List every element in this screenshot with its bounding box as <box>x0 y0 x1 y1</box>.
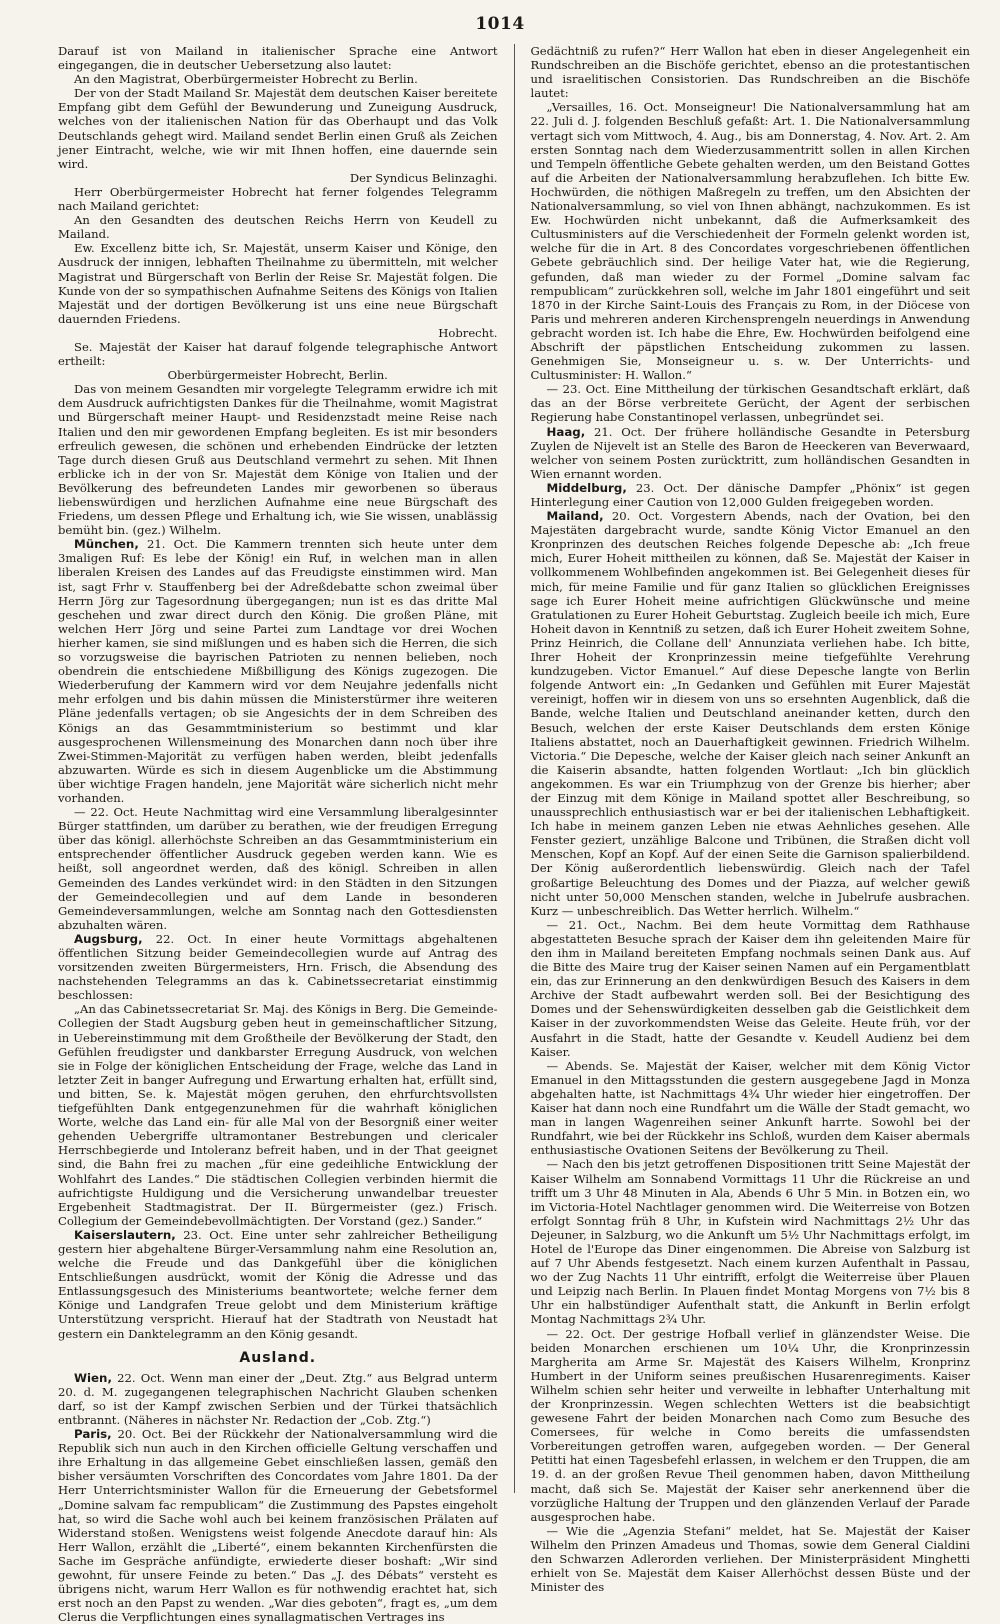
paragraph-text: — Abends. Se. Majestät der Kaiser, welcher mit dem König Victor Emanuel in den Mittagsstunden die gestern ausgegebene Jagd in Monza abgehalten hatte, ist Nachmittags 4¾ Uhr wieder hier eingetroffen. Der Kaiser hat dann noch eine Rundfahrt um die Wälle der Stadt gemacht, wo man in langen Wagenreihen seiner Ankunft harrte. Sowohl bei der Rundfahrt, wie bei der Rückkehr ins Schloß, wurden dem Kaiser abermals enthusiastische Ovationen Seitens der Bevölkerung zu Theil. <box>530 1058 970 1158</box>
article-paragraph <box>531 382 971 424</box>
paragraph-text: Herr Oberbürgermeister Hobrecht hat ferner folgendes Telegramm nach Mailand gerichtet: <box>58 184 498 214</box>
dateline-place: Wien, <box>74 1370 112 1385</box>
paragraph-text: „Versailles, 16. Oct. Monseigneur! Die Nationalversammlung hat am 22. Juli d. J. folgenden Beschluß gefaßt: Art. 1. Die Nationalversammlung vertagt sich vom Mittwoch, 4. Aug., bis am Donnerstag, 4. Nov. Art. 2. Am ersten Sonntag nach dem Wiederzusammentritt sollen in allen Kirchen und Tempeln öffentliche Gebete gehalten werden, um den Beistand Gottes auf die Arbeiten der Nationalversammlung herabzuflehen. Ich bitte Ew. Hochwürden, die nöthigen Maßregeln zu treffen, um den Absichten der Nationalversammlung, so viel von Ihnen abhängt, nachzukommen. Es ist Ew. Hochwürden nicht unbekannt, daß die Aufmerksamkeit des Cultusministers auf die Verschiedenheit der Formeln gelenkt worden ist, welche für die in Art. 8 des Concordates vorgeschriebenen öffentlichen Gebete gebräuchlich sind. Der heilige Vater hat, wie die Regierung, gefunden, daß man wieder zu der Formel „Domine salvam fac rempublicam“ zurückkehren soll, welche im Jahr 1801 eingeführt und seit 1870 in der Kirche Saint-Louis des Français zu Rom, in der Diöcese von Paris und mehreren anderen Kirchensprengeln neuerdings in Anwendung gebracht worden ist. Ich habe die Ehre, Ew. Hochwürden beifolgend eine Abschrift der päpstlichen Entscheidung zukommen zu lassen. Genehmigen Sie, Monseigneur u. s. w. Der Unterrichts- und Cultusminister: H. Wallon.“ <box>530 100 970 383</box>
paragraph-text: Hobrecht. <box>438 325 498 340</box>
paragraph-text: Ew. Excellenz bitte ich, Sr. Majestät, unserm Kaiser und Könige, den Ausdruck der innigen, lebhaften Theilnahme zu übermitteln, mit welcher Magistrat und Bürgerschaft von Berlin der Reise Sr. Majestät folgen. Die Kunde von der so sympathischen Aufnahme Seitens des Königs von Italien Majestät und der dortigen Bevölkerung ist uns eine neue Bürgschaft dauernden Friedens. <box>58 241 498 326</box>
paragraph-text: 22. Oct. In einer heute Vormittags abgehaltenen öffentlichen Sitzung beider Gemeindecollegien wurde auf Antrag des vorsitzenden zweiten Bürgermeisters, Hrn. Frisch, die Absendung des nachstehenden Telegramms an das k. Cabinetssecretariat einstimmig beschlossen: <box>58 931 498 1003</box>
paragraph-text: 22. Oct. Wenn man einer der „Deut. Ztg.“ aus Belgrad unterm 20. d. M. zugegangenen telegraphischen Nachricht Glauben schenken darf, so ist der Kampf zwischen Serbien und der Türkei thatsächlich entbrannt. (Näheres in nächster Nr. Redaction der „Cob. Ztg.“) <box>58 1370 498 1427</box>
left-column <box>58 44 498 1624</box>
article-paragraph <box>58 1427 498 1624</box>
article-paragraph <box>531 100 971 382</box>
dateline-place: Kaiserslautern, <box>74 1227 176 1242</box>
paragraph-text: — 21. Oct., Nachm. Bei dem heute Vormittag dem Rathhause abgestatteten Besuche sprach der Kaiser dem ihn geleitenden Maire für den ihm in Mailand bereiteten Empfang nochmals seinen Dank aus. Auf die Bitte des Maire trug der Kaiser seinen Namen auf ein Pergamentblatt ein, das zur Erinnerung an den denkwürdigen Besuch des Kaisers in dem Archive der Stadt aufbewahrt werden soll. Bei der Besichtigung des Domes und der Sehenswürdigkeiten desselben gab die Geistlichkeit dem Kaiser in der zuvorkommendsten Weise das Geleite. Heute früh, vor der Ausfahrt in die Stadt, hatte der Gesandte v. Keudell Audienz bei dem Kaiser. <box>530 917 970 1059</box>
paragraph-text: 23. Oct. Der dänische Dampfer „Phönix“ ist gegen Hinterlegung einer Caution von 12,000 Gulden freigegeben worden. <box>530 480 970 509</box>
article-paragraph <box>58 932 498 1002</box>
paragraph-text: 20. Oct. Bei der Rückkehr der Nationalversammlung wird die Republik sich nun auch in den Kirchen officielle Geltung verschaffen und ihre Erhaltung in das allgemeine Gebet einschließen lassen, gemäß den bisher versäumten Vorschriften des Concordates vom Jahre 1801. Da der Herr Unterrichtsminister Wallon für die Erneuerung der Gebetsformel „Domine salvam fac rempublicam“ die Zustimmung des Papstes eingeholt hat, so wird die Sache wohl auch bei keinem französischen Prälaten auf Widerstand stoßen. Wenigstens weist folgende Anecdote darauf hin: Als Herr Wallon, erzählt die „Liberté“, einem bekannten Kirchenfürsten die Sache im Gespräche anfündigte, erwiederte dieser boshaft: „Wir sind gewohnt, für unsere Feinde zu beten.“ Das „J. des Débats“ versteht es übrigens nicht, warum Herr Wallon es für nothwendig erachtet hat, sich erst noch an den Papst zu wenden. „War dies geboten“, fragt es, „um dem Clerus die Verpflichtungen eines synallagmatischen Vertrages ins <box>58 1427 498 1624</box>
article-paragraph <box>58 326 498 340</box>
article-paragraph <box>58 86 498 171</box>
dateline-place: Augsburg, <box>74 931 143 946</box>
paragraph-text: Se. Majestät der Kaiser hat darauf folgende telegraphische Antwort ertheilt: <box>58 339 498 369</box>
article-paragraph <box>58 537 498 805</box>
paragraph-text: — 23. Oct. Eine Mittheilung der türkischen Gesandtschaft erklärt, daß das an der Börse verbreitete Gerücht, der Agent der serbischen Regierung habe Constantinopel verlassen, unbegründet sei. <box>530 382 970 425</box>
article-paragraph <box>58 805 498 932</box>
article-paragraph <box>531 44 971 100</box>
paragraph-text: Das von meinem Gesandten mir vorgelegte Telegramm erwidre ich mit dem Ausdruck aufrichtigsten Dankes für die Theilnahme, womit Magistrat und Bürgerschaft meiner Haupt- und Residenzstadt meine Reise nach Italien und den mir gewordenen Empfang begleiten. Es ist mir besonders erfreulich gewesen, die schönen und erhebenden Eindrücke der letzten Tage durch diesen Gruß aus Deutschland vermehrt zu sehen. Mit Ihnen erblicke ich in der von Sr. Majestät dem Könige von Italien und der Bevölkerung des befreundeten Landes mir geworbenen so überaus liebenswürdigen und herzlichen Aufnahme eine neue Bürgschaft des Friedens, um dessen Pflege und Erhaltung ich, wie Sie wissen, unablässig bemüht bin. (gez.) Wilhelm. <box>58 382 498 538</box>
section-heading: Ausland. <box>239 1349 317 1366</box>
article-paragraph <box>58 1002 498 1228</box>
article-paragraph <box>58 368 498 382</box>
article-paragraph <box>58 213 498 241</box>
paragraph-text: Gedächtniß zu rufen?“ Herr Wallon hat eben in dieser Angelegenheit ein Rundschreiben an die Bischöfe gerichtet, ebenso an die protestantischen und israelitischen Consistorien. Das Rundschreiben an die Bischöfe lautet: <box>530 44 970 101</box>
paragraph-text: 20. Oct. Vorgestern Abends, nach der Ovation, bei den Majestäten dargebracht wurde, sandte König Victor Emanuel an den Kronprinzen des deutschen Reiches folgende Depesche ab: „Ich freue mich, Eurer Hoheit mittheilen zu können, daß Se. Majestät der Kaiser in vollkommenem Wohlbefinden angekommen ist. Bei Gelegenheit dieses für mich, für meine Familie und für ganz Italien so glücklichen Ereignisses sage ich Eurer Hoheit meine aufrichtigen Glückwünsche und meine Gratulationen zu Eurer Hoheit Geburtstag. Zugleich beeile ich mich, Eure Hoheit davon in Kenntniß zu setzen, daß ich Eurer Hoheit zweitem Sohne, Prinz Heinrich, die Collane dell' Annunziata verliehen habe. Ich bitte, Ihrer Hoheit der Kronprinzessin meine tiefgefühlte Verehrung kundzugeben. Victor Emanuel.“ Auf diese Depesche langte von Berlin folgende Antwort ein: „In Gedanken und Gefühlen mit Eurer Majestät vereinigt, hoffen wir in diesem von uns so ersehnten Augenblick, daß die Bande, welche Italien und Deutschland aneinander ketten, durch den Besuch, welchen der erste Kaiser Deutschlands dem ersten Könige Italiens abstattet, noch an Dauerhaftigkeit gewinnen. Friedrich Wilhelm. Victoria.“ Die Depesche, welche der Kaiser gleich nach seiner Ankunft an die Kaiserin absandte, hatten folgenden Wortlaut: „Ich bin glücklich angekommen. Es war ein Triumphzug von der Grenze bis hierher; aber der Einzug mit dem Könige in Mailand spottet aller Beschreibung, so unaussprechlich enthusiastisch war er bei der italienischen Lebhaftigkeit. Ich habe in meinem ganzen Leben nie etwas Aehnliches gesehen. Alle Fenster geziert, unzählige Balcone und Tribünen, die Straßen dicht voll Menschen, Kopf an Kopf. Auf der einen Seite die Garnison spalierbildend. Der König außerordentlich liebenswürdig. Gleich nach der Tafel großartige Beleuchtung des Domes und der Piazza, auf welcher gewiß nicht unter 50,000 Menschen standen, welche in Jubelrufe ausbrachen. Kurz — unbeschreiblich. Das Wetter herrlich. Wilhelm.“ <box>530 509 970 918</box>
article-paragraph <box>58 171 498 185</box>
dateline-place: Middelburg, <box>546 480 627 495</box>
paragraph-text: Oberbürgermeister Hobrecht, Berlin. <box>167 368 388 383</box>
paragraph-text: 23. Oct. Eine unter sehr zahlreicher Betheiligung gestern hier abgehaltene Bürger-Versammlung nahm eine Resolution an, welche die Freude und das Dankgefühl über die königlichen Entschließungen ausdrückt, womit der König die Adresse und das Entlassungsgesuch des Ministeriums beantwortete; welche ferner dem Könige und Landgrafen Treue gelobt und dem Ministerium kräftige Unterstützung verspricht. Hierauf hat der Stadtrath von Neustadt hat gestern ein Danktelegramm an den König gesandt. <box>58 1227 498 1341</box>
article-paragraph <box>531 425 971 481</box>
article-paragraph <box>531 481 971 509</box>
article-paragraph <box>531 1327 971 1524</box>
paragraph-text: An den Magistrat, Oberbürgermeister Hobrecht zu Berlin. <box>74 72 418 87</box>
article-paragraph <box>531 1524 971 1594</box>
paragraph-text: 21. Oct. Der frühere holländische Gesandte in Petersburg Zuylen de Nijevelt ist an Stelle des Baron de Heeckeren van Beverwaard, welcher von seinem Posten zurücktritt, zum holländischen Gesandten in Wien ernannt worden. <box>530 424 970 481</box>
right-column <box>530 44 971 1595</box>
dateline-place: Paris, <box>74 1427 112 1442</box>
article-paragraph <box>531 509 971 918</box>
paragraph-text: An den Gesandten des deutschen Reichs Herrn von Keudell zu Mailand. <box>58 213 498 242</box>
paragraph-text: — 22. Oct. Der gestrige Hofball verlief in glänzendster Weise. Die beiden Monarchen erschienen um 10¼ Uhr, die Kronprinzessin Margherita am Arme Sr. Majestät des Kaisers Wilhelm, Kronprinz Humbert in der Uniform seines preußischen Husarenregiments. Kaiser Wilhelm schien sehr heiter und verweilte in lebhafter Unterhaltung mit der Kronprinzessin. Wegen schlechten Wetters ist die beabsichtigt gewesene Fahrt der beiden Monarchen nach Como zum Besuche des Comersees, für welche in Como bereits die umfassendsten Vorbereitungen getroffen waren, aufgegeben worden. — Der General Petitti hat einen Tagesbefehl erlassen, in welchem er den Truppen, die am 19. d. an der großen Revue Theil genommen haben, davon Mittheilung macht, daß sich Se. Majestät der Kaiser sehr anerkennend über die vorzügliche Haltung der Truppen und den glänzenden Verlauf der Parade ausgesprochen habe. <box>530 1326 970 1524</box>
column-divider <box>514 44 515 1493</box>
article-paragraph <box>531 1059 971 1158</box>
article-paragraph <box>58 44 498 72</box>
article-paragraph <box>58 1371 498 1427</box>
page-number: 1014 <box>475 14 525 34</box>
paragraph-text: — 22. Oct. Heute Nachmittag wird eine Versammlung liberalgesinnter Bürger stattfinden, um darüber zu berathen, wie der freudigen Erregung über das königl. allerhöchste Schreiben an das Gesammtministerium ein entsprechender öffentlicher Ausdruck gegeben werden kann. Wie es heißt, soll angeordnet werden, daß des königl. Schreiben in allen Gemeinden des Landes verkündet wird: in den Städten in den Sitzungen der Gemeindecollegien und auf dem Lande in besonderen Gemeindeversammlungen, welche am Sonntag nach den Gottesdiensten abzuhalten wären. <box>58 805 498 932</box>
article-paragraph <box>58 241 498 326</box>
article-paragraph <box>531 1157 971 1326</box>
dateline-place: Mailand, <box>546 509 604 524</box>
article-paragraph <box>531 918 971 1059</box>
article-paragraph <box>58 1228 498 1341</box>
paragraph-text: „An das Cabinetssecretariat Sr. Maj. des Königs in Berg. Die Gemeinde-Collegien der Stadt Augsburg geben heut in gemeinschaftlicher Sitzung, in Uebereinstimmung mit dem Großtheile der Bevölkerung der Stadt, den Gefühlen freudigster und dankbarster Erregung Ausdruck, von welchen sie in Folge der königlichen Entscheidung der Frage, welche das Land in letzter Zeit in banger Aufregung und Erwartung erhalten hat, erfüllt sind, und bitten, Se. k. Majestät mögen geruhen, den ehrfurchtsvollsten tiefgefühlten Dank entgegenzunehmen für die wahrhaft königlichen Worte, welche das Land ein- für alle Mal von der Besorgniß einer weiter gehenden Uebergriffe ultramontaner Bestrebungen und clericaler Herrschbegierde und Intoleranz befreit haben, und in der That geeignet sind, die Bahn frei zu machen „für eine gedeihliche Entwicklung der Wohlfahrt des Landes.“ Die städtischen Collegien verbinden hiermit die aufrichtigste Huldigung und die Versicherung unwandelbar treuester Ergebenheit Stadtmagistrat. Der II. Bürgermeister (gez.) Frisch. Collegium der Gemeindebevollmächtigten. Der Vorstand (gez.) Sander.“ <box>58 1002 498 1228</box>
columns <box>58 44 970 1624</box>
dateline-place: München, <box>74 537 139 552</box>
article-paragraph <box>58 340 498 368</box>
paragraph-text: — Nach den bis jetzt getroffenen Dispositionen tritt Seine Majestät der Kaiser Wilhelm am Sonnabend Vormittags 11 Uhr die Rückreise an und trifft um 3 Uhr 48 Minuten in Ala, Abends 6 Uhr 5 Min. in Botzen ein, wo im Victoria-Hotel Nachtlager genommen wird. Die Weiterreise von Botzen erfolgt Sonntag früh 8 Uhr, in Kufstein wird Nachmittags 2½ Uhr das Dejeuner, in Salzburg, wo die Ankunft um 5½ Uhr Nachmittags erfolgt, im Hotel de l'Europe das Diner eingenommen. Die Abreise von Salzburg ist auf 7 Uhr Abends festgesetzt. Nach einem kurzen Aufenthalt in Passau, wo der Zug Nachts 11 Uhr eintrifft, erfolgt die Weiterreise über Plauen und Leipzig nach Berlin. In Plauen findet Montag Morgens von 7½ bis 8 Uhr ein halbstündiger Aufenthalt statt, die Ankunft in Berlin erfolgt Montag Nachmittags 2¾ Uhr. <box>530 1157 970 1327</box>
article-paragraph <box>58 185 498 213</box>
article-paragraph <box>58 72 498 86</box>
paragraph-text: Darauf ist von Mailand in italienischer Sprache eine Antwort eingegangen, die in deutscher Uebersetzung also lautet: <box>58 44 498 73</box>
paragraph-text: Der von der Stadt Mailand Sr. Majestät dem deutschen Kaiser bereitete Empfang gibt dem Gefühl der Bewunderung und Zuneigung Ausdruck, welches von der italienischen Nation für das Oberhaupt und das Volk Deutschlands gehegt wird. Mailand sendet Berlin einen Gruß als Zeichen jener Eintracht, welche, wie wir mit Ihnen hoffen, eine dauernde sein wird. <box>58 86 498 171</box>
paragraph-text: 21. Oct. Die Kammern trennten sich heute unter dem 3maligen Ruf: Es lebe der König! ein Ruf, in welchen man in allen liberalen Kreisen des Landes auf das Freudigste einstimmen wird. Man ist, sagt Frhr v. Stauffenberg bei der Adreßdebatte schon zweimal über Herrn Jörg zur Tagesordnung übergegangen; nun ist es das dritte Mal geschehen und zwar direct durch den König. Die großen Pläne, mit welchen Herr Jörg und seine Partei zum Landtage vor drei Wochen hierher kamen, sie sind mißlungen und es haben sich die Herren, die sich so vorzugsweise die bayrischen Patrioten zu nennen belieben, noch obendrein die entschiedene Mißbilligung des Königs zugezogen. Die Wiederberufung der Kammern wird vor dem Neujahre jedenfalls nicht mehr erfolgen und bis dahin müssen die Ministerstürmer ihre weiteren Pläne jedenfalls vertagen; ob sie Angesichts der in dem Schreiben des Königs an das Gesammtministerium so bestimmt und klar ausgesprochenen Willensmeinung des Monarchen dann noch über ihre Zwei-Stimmen-Majorität zu verfügen haben werden, bleibt jedenfalls abzuwarten. Würde es sich in diesem Augenblicke um die Abstimmung über wichtige Fragen handeln, jene Majorität wäre sicherlich nicht mehr vorhanden. <box>58 537 498 805</box>
dateline-place: Haag, <box>546 424 586 439</box>
paragraph-text: — Wie die „Agenzia Stefani“ meldet, hat Se. Majestät der Kaiser Wilhelm den Prinzen Amadeus und Thomas, sowie dem General Cialdini den Schwarzen Adlerorden verliehen. Der Ministerpräsident Minghetti erhielt von Se. Majestät dem Kaiser Allerhöchst dessen Büste und der Minister des <box>530 1523 970 1595</box>
article-paragraph <box>58 382 498 537</box>
paragraph-text: Der Syndicus Belinzaghi. <box>349 170 498 185</box>
